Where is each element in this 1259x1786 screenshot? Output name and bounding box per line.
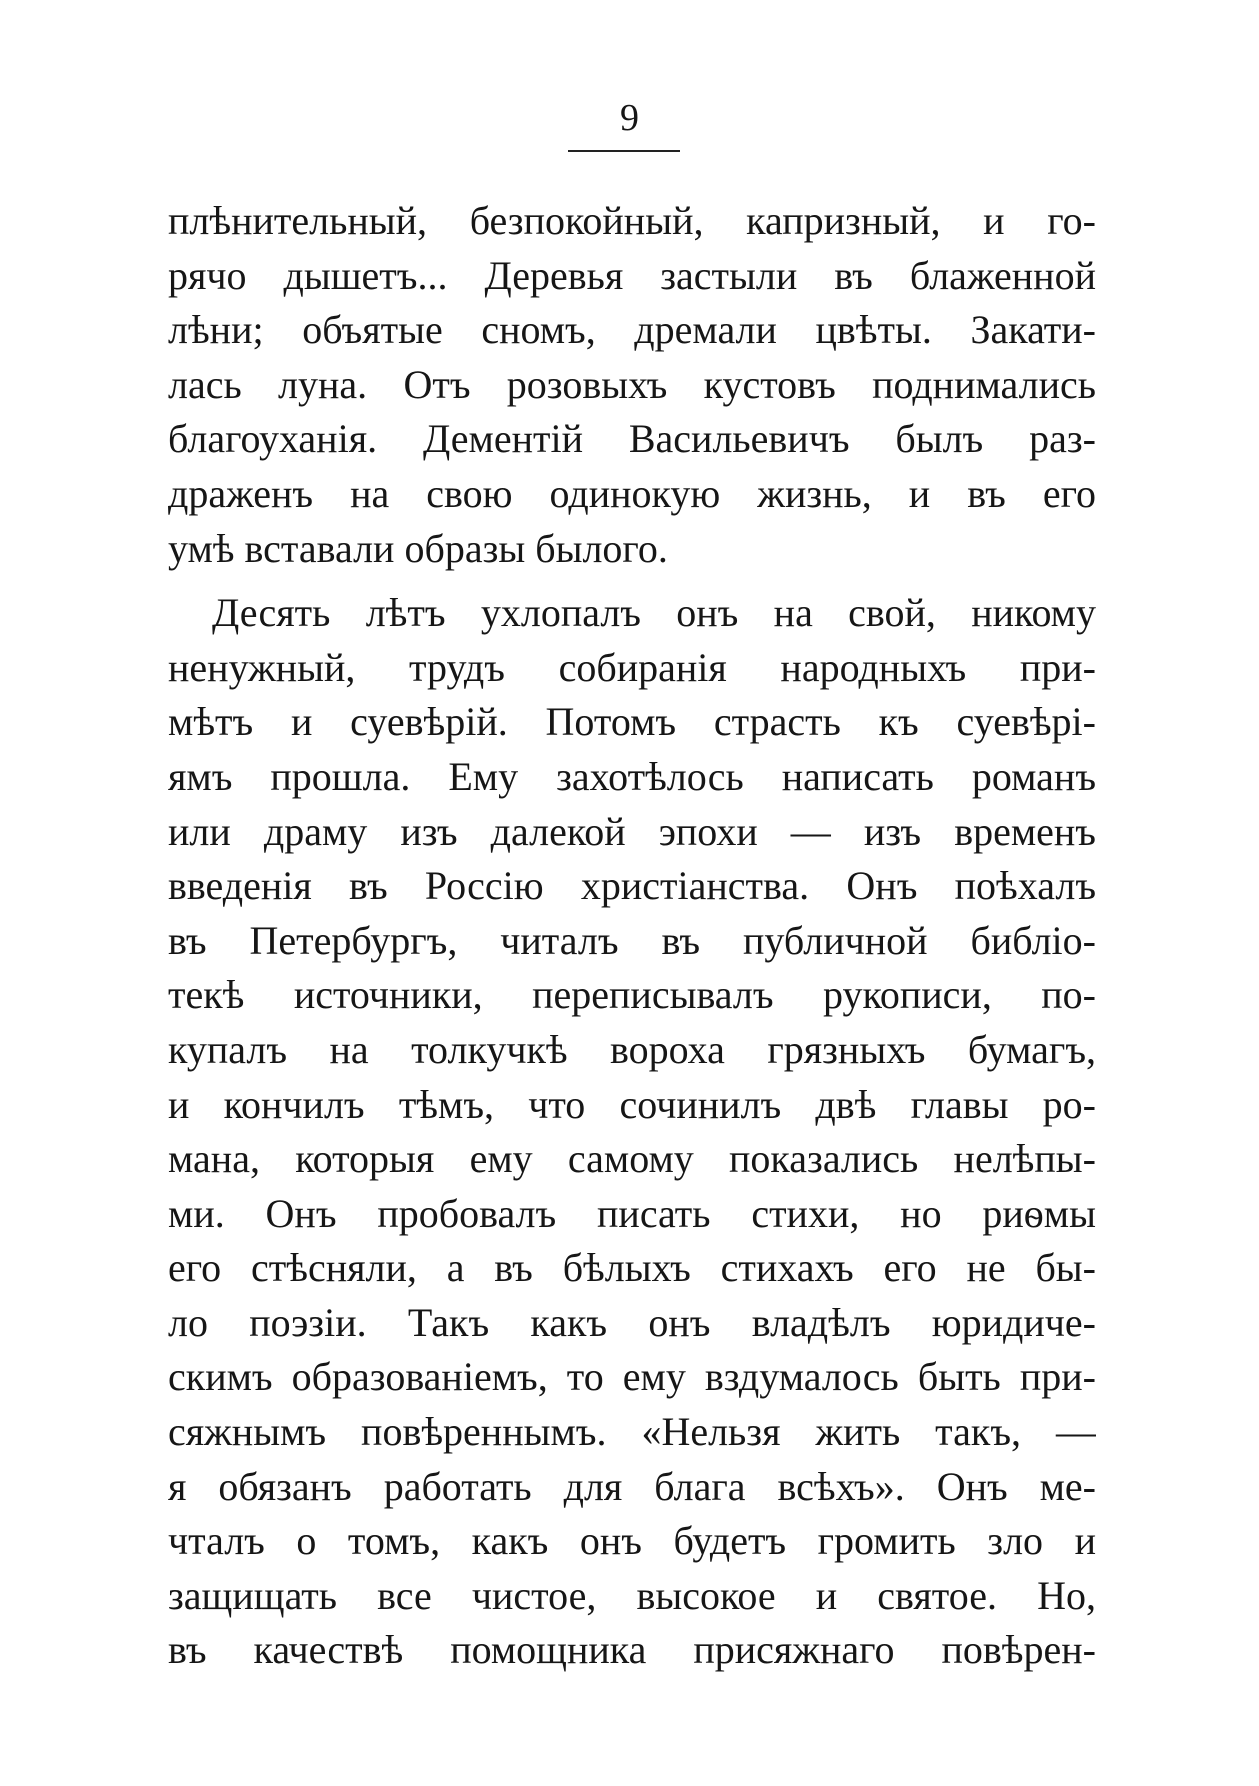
- text-line: плѣнительный, безпокойный, капризный, и го-: [168, 198, 1096, 243]
- paragraph-gap: [168, 576, 1096, 586]
- text-line: ямъ прошла. Ему захотѣлось написать романъ: [168, 753, 1096, 799]
- text-line: лѣни; объятые сномъ, дремали цвѣты. Закати-: [168, 307, 1096, 353]
- text-line: мѣтъ и суевѣрій. Потомъ страсть къ суевѣрі-: [168, 699, 1096, 745]
- text-line: или драму изъ далекой эпохи — изъ временъ: [168, 808, 1096, 854]
- page-number: 9: [620, 97, 639, 139]
- text-line: защищать все чистое, высокое и святое. Но,: [168, 1572, 1096, 1618]
- text-line: я обязанъ работать для блага всѣхъ». Онъ ме-: [168, 1463, 1096, 1509]
- text-line: Десять лѣтъ ухлопалъ онъ на свой, никому: [212, 590, 1096, 636]
- text-line: сяжнымъ повѣреннымъ. «Нельзя жить такъ, —: [168, 1409, 1096, 1455]
- text-line: умѣ вставали образы былого.: [168, 525, 668, 571]
- text-line: и кончилъ тѣмъ, что сочинилъ двѣ главы ро-: [168, 1081, 1096, 1127]
- text-line: драженъ на свою одинокую жизнь, и въ его: [168, 470, 1096, 516]
- text-line: введенія въ Россію христіанства. Онъ поѣхалъ: [168, 863, 1096, 909]
- text-line: его стѣсняли, а въ бѣлыхъ стихахъ его не бы-: [168, 1245, 1096, 1291]
- text-line: благоуханія. Дементій Васильевичъ былъ раз-: [168, 416, 1096, 462]
- text-line: рячо дышетъ... Деревья застыли въ блаженной: [168, 252, 1096, 298]
- text-line: текѣ источники, переписывалъ рукописи, по-: [168, 972, 1096, 1018]
- page-number-rule: [568, 150, 680, 152]
- text-line: купалъ на толкучкѣ вороха грязныхъ бумагъ,: [168, 1026, 1096, 1072]
- text-line: скимъ образованіемъ, то ему вздумалось быть при-: [168, 1354, 1096, 1400]
- text-line: ненужный, трудъ собиранія народныхъ при-: [168, 644, 1096, 690]
- text-line: ло поэзіи. Такъ какъ онъ владѣлъ юридиче-: [168, 1299, 1096, 1345]
- text-line: въ качествѣ помощника присяжнаго повѣрен-: [168, 1627, 1096, 1673]
- text-line: лась луна. Отъ розовыхъ кустовъ поднимались: [168, 361, 1096, 407]
- body-text: [168, 194, 1096, 1678]
- text-line: въ Петербургъ, читалъ въ публичной библіо-: [168, 917, 1096, 963]
- text-line: чталъ о томъ, какъ онъ будетъ громить зло и: [168, 1518, 1096, 1564]
- text-line: ми. Онъ пробовалъ писать стихи, но риѳмы: [168, 1190, 1096, 1236]
- text-line: мана, которыя ему самому показались нелѣпы-: [168, 1136, 1096, 1182]
